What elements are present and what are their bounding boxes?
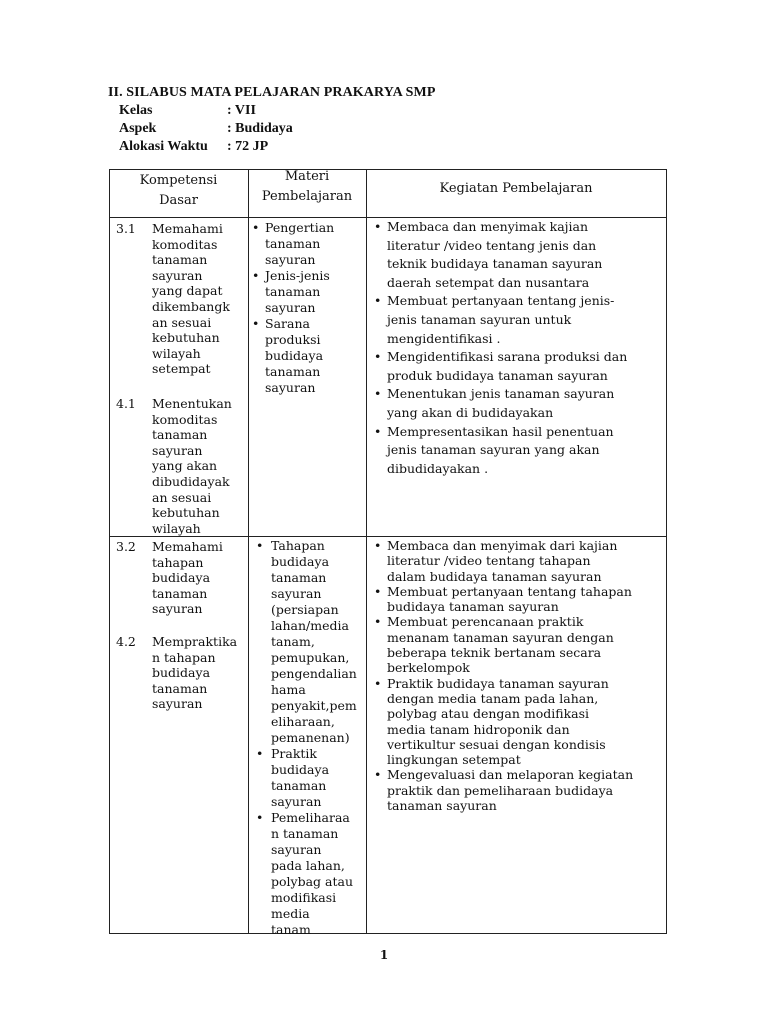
kd-item	[116, 539, 246, 619]
table-border	[109, 169, 667, 170]
list-item: • Mempresentasikan hasil penentuan jenis tanaman sayuran yang akan dibudidayakan .	[373, 423, 665, 479]
document-title: II. SILABUS MATA PELAJARAN PRAKARYA SMP	[108, 85, 436, 100]
list-item: • Membaca dan menyimak kajian literatur /video tentang jenis dan teknik budidaya tanaman sayuran daerah setempat dan nusantara	[373, 218, 665, 292]
list-item: • Praktik budidaya tanaman sayuran dengan media tanam pada lahan, polybag atau dengan modifikasi media tanam hidroponik dan vertikultur sesuai dengan kondisis lingkungan setempat	[373, 676, 665, 768]
kd-number: 4.2	[116, 634, 136, 649]
meta-value: : 72 JP	[227, 139, 269, 154]
list-item: • Membuat pertanyaan tentang jenis- jenis tanaman sayuran untuk mengidentifikasi .	[373, 292, 665, 348]
table-border	[109, 169, 110, 934]
meta-aspek	[119, 121, 293, 137]
list-item: • Mengevaluasi dan melaporan kegiatan praktik dan pemeliharaan budidaya tanaman sayuran	[373, 767, 665, 813]
list-item: • Mengidentifikasi sarana produksi dan produk budidaya tanaman sayuran	[373, 348, 665, 385]
syllabus-table	[109, 169, 667, 937]
kd-item	[116, 396, 246, 536]
meta-key: Alokasi Waktu	[119, 139, 208, 154]
list-item: • Praktik budidaya tanaman sayuran	[255, 746, 365, 810]
header-kegiatan-pembelajaran: Kegiatan Pembelajaran	[439, 181, 593, 196]
meta-key: Aspek	[119, 121, 157, 136]
meta-alokasi-waktu	[119, 139, 268, 155]
kd-number: 4.1	[116, 396, 136, 411]
list-item: • Membuat perencanaan praktik menanam tanaman sayuran dengan beberapa teknik bertanam secara berkelompok	[373, 614, 665, 675]
kegiatan-list	[373, 538, 665, 813]
meta-kelas	[119, 103, 256, 119]
table-border	[248, 169, 249, 934]
list-item: • Pemeliharaa n tanaman sayuran pada lahan, polybag atau modifikasi media tanam	[255, 810, 365, 938]
kd-item	[116, 634, 246, 714]
table-border	[109, 933, 667, 934]
header-kompetensi-dasar: Kompetensi Dasar	[139, 173, 218, 208]
table-border	[666, 169, 667, 934]
list-item: • Pengertian tanaman sayuran	[251, 220, 365, 268]
kd-text: Memahami tahapan budidaya tanaman sayuran	[152, 539, 223, 617]
list-item: • Membuat pertanyaan tentang tahapan budidaya tanaman sayuran	[373, 584, 665, 615]
kd-text: Menentukan komoditas tanaman sayuran yang akan dibudidayak an sesuai kebutuhan wilayah	[152, 396, 232, 536]
list-item: • Sarana produksi budidaya tanaman sayuran	[251, 316, 365, 396]
kd-item	[116, 221, 246, 381]
table-border	[366, 169, 367, 934]
meta-key: Kelas	[119, 103, 153, 118]
list-item: • Jenis-jenis tanaman sayuran	[251, 268, 365, 316]
meta-value: : Budidaya	[227, 121, 293, 136]
list-item: • Menentukan jenis tanaman sayuran yang akan di budidayakan	[373, 385, 665, 422]
meta-value: : VII	[227, 103, 256, 118]
materi-list	[251, 220, 365, 396]
page-number: 1	[379, 948, 389, 962]
kd-text: Memahami komoditas tanaman sayuran yang dapat dikembangk an sesuai kebutuhan wilayah setempat	[152, 221, 230, 377]
kd-number: 3.1	[116, 221, 136, 236]
materi-list	[255, 538, 365, 938]
kd-text: Mempraktika n tahapan budidaya tanaman sayuran	[152, 634, 238, 712]
list-item: • Membaca dan menyimak dari kajian literatur /video tentang tahapan dalam budidaya tanaman sayuran	[373, 538, 665, 584]
list-item: • Tahapan budidaya tanaman sayuran (persiapan lahan/media tanam, pemupukan, pengendalian hama penyakit,pem eliharaan, pemanenan)	[255, 538, 365, 746]
kegiatan-list	[373, 218, 665, 478]
header-materi-pembelajaran: Materi Pembelajaran	[261, 169, 353, 204]
kd-number: 3.2	[116, 539, 136, 554]
